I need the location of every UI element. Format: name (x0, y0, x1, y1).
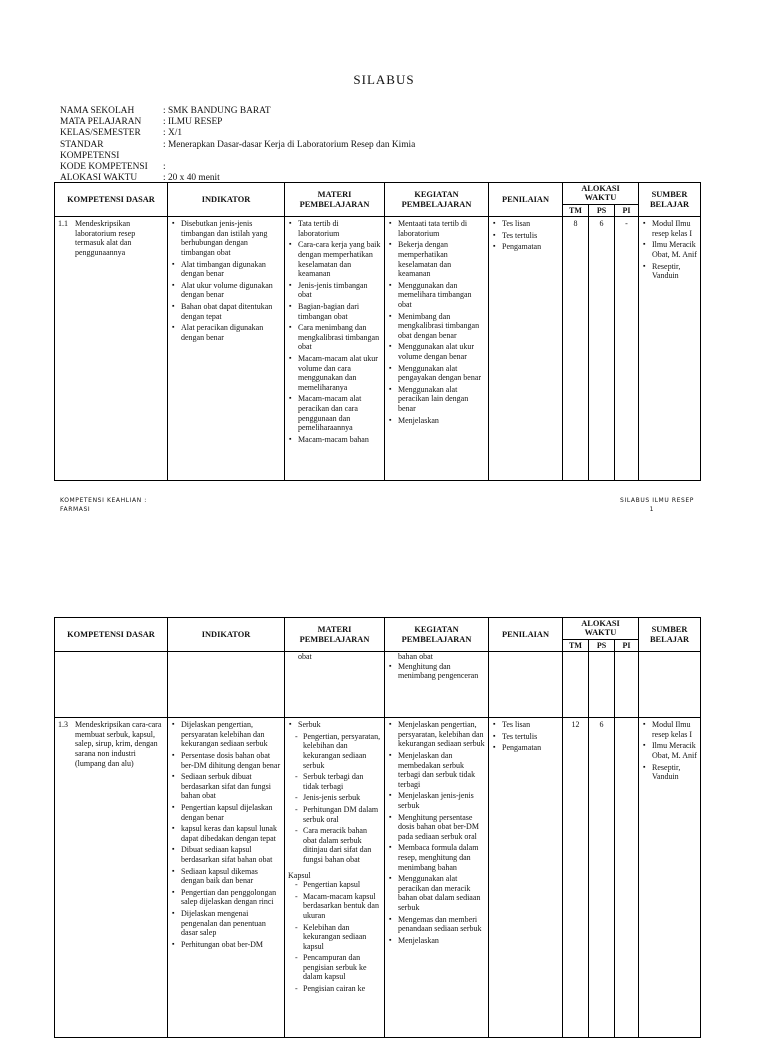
header-value: : Menerapkan Dasar-dasar Kerja di Laboratorium Resep dan Kimia (163, 139, 416, 150)
footer-department: FARMASI (60, 506, 91, 513)
sumber-cell (639, 652, 701, 718)
header-row (60, 117, 415, 128)
list-item: ▪ Pengertian kapsul dijelaskan dengan benar (181, 803, 281, 822)
list-item: ▪ Dijelaskan mengenai pengenalan dan penentuan dasar salep (181, 909, 281, 938)
list-item: ▪ Mengemas dan memberi penandaan sediaan serbuk (398, 915, 485, 934)
list-item: ▪ Menjelaskan dan membedakan serbuk terbagi dan serbuk tidak terbagi (398, 751, 485, 789)
ps-cell: 6 (589, 718, 615, 1038)
list-item: ▪ Macam-macam alat ukur volume dan cara menggunakan dan memeliharanya (298, 354, 381, 392)
ps-cell (589, 652, 615, 718)
header-row (60, 140, 415, 162)
syllabus-table-page2 (54, 617, 701, 1038)
list-item: ▪ Menjelaskan (398, 936, 485, 946)
list-item: ▪ Membaca formula dalam resep, menghitung dan menimbang bahan (398, 843, 485, 872)
footer-right (560, 496, 694, 514)
kd-cell (55, 217, 168, 481)
sumber-cell (639, 217, 701, 481)
list-item: ▪ Tes tertulis (502, 231, 559, 241)
list-item: - Serbuk terbagi dan tidak terbagi (303, 772, 381, 791)
tm-cell (563, 652, 589, 718)
col-sumber-belajar: SUMBER BELAJAR (639, 618, 701, 652)
header-label: KODE KOMPETENSI (60, 162, 148, 173)
tm-cell: 8 (563, 217, 589, 481)
syllabus-table-page1 (54, 182, 701, 481)
list-item: ▪ Dibuat sediaan kapsul berdasarkan sifat bahan obat (181, 845, 281, 864)
list-item: ▪ Persentase dosis bahan obat ber-DM dihitung dengan benar (181, 751, 281, 770)
list-item: - Macam-macam kapsul berdasarkan bentuk dan ukuran (303, 892, 381, 921)
col-kegiatan: KEGIATAN PEMBELAJARAN (385, 183, 489, 217)
list-item: ▪ Menjelaskan pengertian, persyaratan, kelebihan dan kekurangan sediaan serbuk (398, 720, 485, 749)
list-item: ▪ Modul Ilmu resep kelas I (652, 219, 697, 238)
list-item: ▪ Tes lisan (502, 720, 559, 730)
list-item: ▪ Serbuk (298, 720, 381, 730)
list-item: ▪ Sediaan serbuk dibuat berdasarkan sifat dan fungsi bahan obat (181, 772, 281, 801)
list-item: ▪ Sediaan kapsul dikemas dengan baik dan benar (181, 867, 281, 886)
kegiatan-cell (385, 652, 489, 718)
col-pi: PI (615, 639, 639, 651)
col-alokasi-waktu: ALOKASI WAKTU (563, 183, 639, 205)
header-row (60, 128, 415, 139)
pi-cell (615, 652, 639, 718)
col-pi: PI (615, 204, 639, 216)
list-item: ▪ Ilmu Meracik Obat, M. Anif (652, 240, 697, 259)
list-item: ▪ Menjelaskan (398, 416, 485, 426)
col-indikator: INDIKATOR (168, 183, 285, 217)
header-row (60, 106, 415, 117)
header-value: : SMK BANDUNG BARAT (163, 106, 271, 116)
kd-text: Mendeskripsikan cara-cara membuat serbuk, kapsul, salep, sirup, krim, dengan sarana non industri (lumpang dan alu) (75, 720, 162, 768)
col-kompetensi-dasar: KOMPETENSI DASAR (55, 618, 168, 652)
kd-number: 1.1 (58, 219, 68, 229)
tm-cell: 12 (563, 718, 589, 1038)
col-materi: MATERI PEMBELAJARAN (285, 183, 385, 217)
header-value: : ILMU RESEP (163, 117, 223, 128)
kd-cell (55, 652, 168, 718)
col-alokasi-waktu: ALOKASI WAKTU (563, 618, 639, 640)
list-item: - Kelebihan dan kekurangan sediaan kapsul (303, 923, 381, 952)
kegiatan-cell (385, 718, 489, 1038)
kd-cell (55, 718, 168, 1038)
header-value: : 20 x 40 menit (163, 173, 220, 184)
materi-cell (285, 652, 385, 718)
list-item: ▪ Bahan obat dapat ditentukan dengan tepat (181, 302, 281, 321)
list-item: - Pengertian, persyaratan, kelebihan dan kekurangan sediaan serbuk (303, 732, 381, 770)
indikator-cell (168, 217, 285, 481)
list-item: ▪ Tes tertulis (502, 732, 559, 742)
header-label: NAMA SEKOLAH (60, 106, 135, 116)
list-item: ▪ Menggunakan alat pengayakan dengan benar (398, 364, 485, 383)
col-ps: PS (589, 639, 615, 651)
col-tm: TM (563, 204, 589, 216)
materi-kapsul-heading: Kapsul (288, 870, 311, 880)
list-item: - Pengisian cairan ke (303, 984, 381, 994)
ps-cell: 6 (589, 217, 615, 481)
list-item: ▪ Menggunakan alat peracikan dan meracik bahan obat dalam sediaan serbuk (398, 874, 485, 912)
list-item: - Pencampuran dan pengisian serbuk ke dalam kapsul (303, 953, 381, 982)
table-row (55, 718, 701, 1038)
list-item: ▪ Alat ukur volume digunakan dengan benar (181, 281, 281, 300)
list-item: ▪ Macam-macam bahan (298, 435, 381, 445)
col-materi: MATERI PEMBELAJARAN (285, 618, 385, 652)
kegiatan-cell (385, 217, 489, 481)
list-item: ▪ Pengertian dan penggolongan salep dijelaskan dengan rinci (181, 888, 281, 907)
pi-cell: - (615, 217, 639, 481)
header-label: KELAS/SEMESTER (60, 128, 141, 139)
list-item: ▪ Tata tertib di laboratorium (298, 219, 381, 238)
col-penilaian: PENILAIAN (489, 618, 563, 652)
header-label: ALOKASI WAKTU (60, 173, 138, 184)
table-row (55, 217, 701, 481)
list-item: ▪ Tes lisan (502, 219, 559, 229)
materi-cell (285, 718, 385, 1038)
list-item: - Pengertian kapsul (303, 880, 381, 890)
list-item: ▪ Perhitungan obat ber-DM (181, 940, 281, 950)
table-row (55, 652, 701, 718)
header-value: : X/1 (163, 128, 183, 139)
sumber-cell (639, 718, 701, 1038)
list-item: ▪ Reseptir, Vanduin (652, 262, 697, 281)
list-item: ▪ Menghitung persentase dosis bahan obat ber-DM pada sediaan serbuk oral (398, 813, 485, 842)
page-number: 1 (649, 506, 654, 513)
list-item: ▪ Menggunakan dan memelihara timbangan obat (398, 281, 485, 310)
materi-continued: obat (298, 652, 312, 662)
list-item: ▪ Cara menimbang dan mengkalibrasi timbangan obat (298, 323, 381, 352)
header-value: : (163, 162, 166, 173)
list-item: ▪ Menggunakan alat ukur volume dengan benar (398, 342, 485, 361)
col-kompetensi-dasar: KOMPETENSI DASAR (55, 183, 168, 217)
list-item: ▪ Menghitung dan menimbang pengenceran (398, 662, 485, 681)
list-item: ▪ Mentaati tata tertib di laboratorium (398, 219, 485, 238)
footer-left (60, 496, 147, 514)
list-item: - Cara meracik bahan obat dalam serbuk ditinjau dari sifat dan fungsi bahan obat (303, 826, 381, 864)
footer-competency: KOMPETENSI KEAHLIAN : (60, 497, 147, 504)
list-item: ▪ Menggunakan alat peracikan lain dengan benar (398, 385, 485, 414)
list-item: ▪ Ilmu Meracik Obat, M. Anif (652, 741, 697, 760)
list-item: ▪ Menjelaskan jenis-jenis serbuk (398, 791, 485, 810)
footer-doc-name: SILABUS ILMU RESEP (620, 497, 694, 504)
penilaian-cell (489, 217, 563, 481)
page-title: SILABUS (353, 72, 415, 87)
list-item: ▪ Cara-cara kerja yang baik dengan memperhatikan keselamatan dan keamanan (298, 240, 381, 278)
list-item: ▪ Pengamatan (502, 743, 559, 753)
materi-cell (285, 217, 385, 481)
pi-cell (615, 718, 639, 1038)
kd-number: 1.3 (58, 720, 68, 730)
list-item: - Perhitungan DM dalam serbuk oral (303, 805, 381, 824)
kegiatan-continued: bahan obat (398, 652, 433, 662)
col-sumber-belajar: SUMBER BELAJAR (639, 183, 701, 217)
col-ps: PS (589, 204, 615, 216)
header-label: STANDAR KOMPETENSI (60, 139, 120, 161)
list-item: ▪ Macam-macam alat peracikan dan cara penggunaan dan pemeliharaannya (298, 394, 381, 432)
col-kegiatan: KEGIATAN PEMBELAJARAN (385, 618, 489, 652)
kd-text: Mendeskripsikan laboratorium resep termasuk alat dan penggunaannya (75, 219, 136, 257)
list-item: ▪ Jenis-jenis timbangan obat (298, 281, 381, 300)
col-tm: TM (563, 639, 589, 651)
list-item: ▪ Pengamatan (502, 242, 559, 252)
list-item: ▪ Bekerja dengan memperhatikan keselamatan dan keamanan (398, 240, 485, 278)
list-item: ▪ Disebutkan jenis-jenis timbangan dan istilah yang berhubungan dengan timbangan obat (181, 219, 281, 257)
list-item: ▪ Reseptir, Vanduin (652, 763, 697, 782)
penilaian-cell (489, 718, 563, 1038)
list-item: ▪ Menimbang dan mengkalibrasi timbangan obat dengan benar (398, 312, 485, 341)
header-label: MATA PELAJARAN (60, 117, 142, 128)
header-row (60, 162, 415, 173)
list-item: ▪ Alat timbangan digunakan dengan benar (181, 260, 281, 279)
indikator-cell (168, 652, 285, 718)
document-header (60, 106, 415, 184)
list-item: ▪ Bagian-bagian dari timbangan obat (298, 302, 381, 321)
list-item: ▪ kapsul keras dan kapsul lunak dapat dibedakan dengan tepat (181, 824, 281, 843)
list-item: ▪ Alat peracikan digunakan dengan benar (181, 323, 281, 342)
col-penilaian: PENILAIAN (489, 183, 563, 217)
indikator-cell (168, 718, 285, 1038)
list-item: ▪ Modul Ilmu resep kelas I (652, 720, 697, 739)
list-item: ▪ Dijelaskan pengertian, persyaratan kelebihan dan kekurangan sediaan serbuk (181, 720, 281, 749)
list-item: - Jenis-jenis serbuk (303, 793, 381, 803)
penilaian-cell (489, 652, 563, 718)
col-indikator: INDIKATOR (168, 618, 285, 652)
